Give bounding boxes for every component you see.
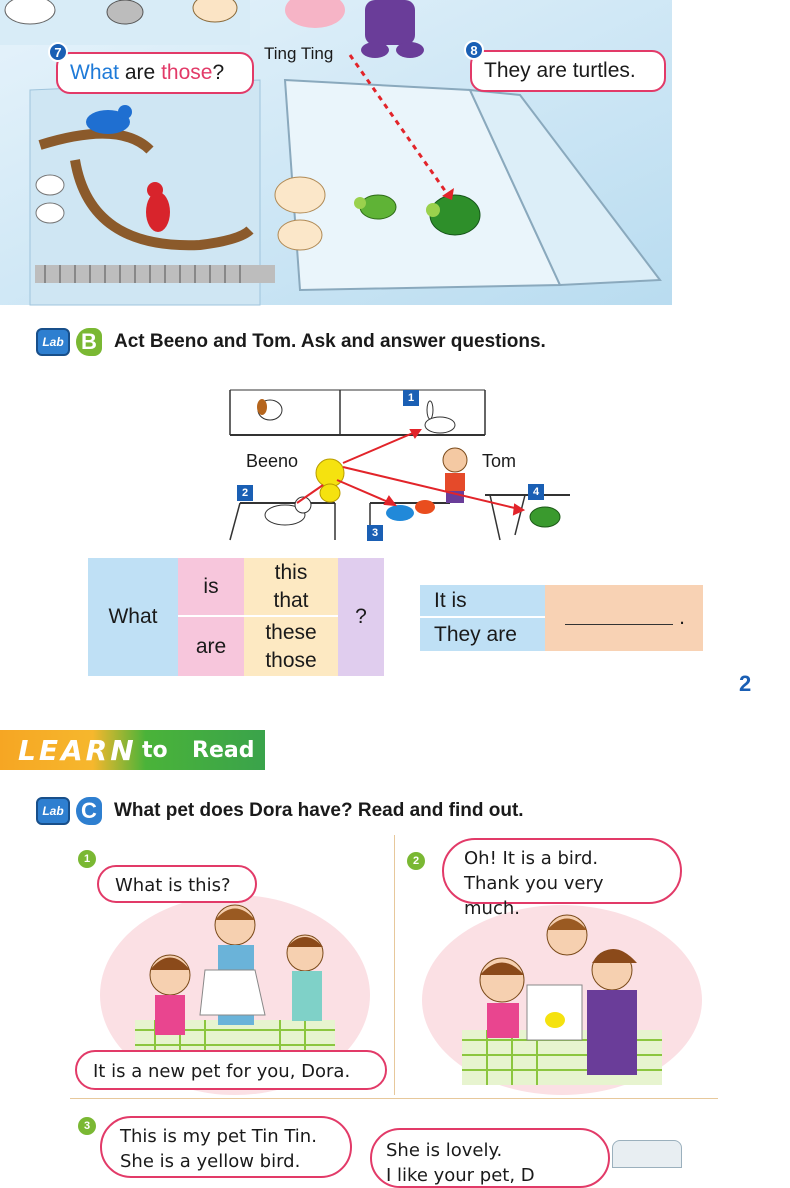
label-beeno: Beeno bbox=[246, 451, 299, 471]
panel-1-bubble-bottom: It is a new pet for you, Dora. bbox=[75, 1050, 387, 1090]
panel-1-bubble-top: What is this? bbox=[97, 865, 257, 903]
word-those: those bbox=[265, 648, 317, 672]
page-number: 2 bbox=[739, 671, 752, 696]
panel-number-3: 3 bbox=[78, 1117, 96, 1135]
speech-bubble-question-7 bbox=[56, 52, 254, 94]
word-these: these bbox=[265, 620, 317, 644]
answer-blank-line bbox=[565, 624, 673, 625]
section-letter-c: C bbox=[76, 797, 102, 825]
panel-3-bubble-2-line-2: I like your pet, D bbox=[386, 1165, 535, 1186]
question-table bbox=[88, 558, 384, 676]
panel-2-line-2: Thank you very much. bbox=[464, 873, 604, 919]
bubble-number-8: 8 bbox=[464, 40, 484, 60]
section-c-instruction: What pet does Dora have? Read and find out. bbox=[114, 800, 524, 821]
pet-shop-illustration bbox=[0, 0, 672, 305]
marker-3: 3 bbox=[367, 525, 383, 541]
panel-3-bubble-2 bbox=[370, 1128, 610, 1188]
section-b-instruction: Act Beeno and Tom. Ask and answer questions. bbox=[114, 331, 546, 352]
section-b-header bbox=[36, 328, 546, 356]
marker-4: 4 bbox=[528, 484, 544, 500]
label-tom: Tom bbox=[482, 451, 517, 471]
lab-icon: Lab bbox=[36, 328, 70, 356]
panel-2-line-1: Oh! It is a bird. bbox=[464, 848, 599, 869]
answer-period: . bbox=[679, 606, 685, 629]
word-this: this bbox=[274, 560, 308, 584]
section-c-header bbox=[36, 797, 524, 825]
question-cell-these-those bbox=[244, 617, 338, 676]
panel-number-1: 1 bbox=[78, 850, 96, 868]
question-word-are: are bbox=[124, 61, 156, 84]
answer-cell-they-are: They are bbox=[420, 618, 545, 651]
comic-divider bbox=[70, 1098, 718, 1099]
panel-3-cage-top bbox=[612, 1140, 682, 1168]
lab-icon: Lab bbox=[36, 797, 70, 825]
banner-learn: LEARN bbox=[18, 734, 137, 767]
speaker-ting-ting: Ting Ting bbox=[264, 44, 334, 63]
word-that: that bbox=[273, 588, 309, 612]
marker-2: 2 bbox=[237, 485, 253, 501]
question-cell-is: is bbox=[178, 558, 244, 617]
answer-blank bbox=[545, 585, 703, 651]
marker-1: 1 bbox=[403, 390, 419, 406]
question-word-what: What bbox=[70, 61, 120, 84]
panel-3-bubble-2-line-1: She is lovely. bbox=[386, 1140, 503, 1161]
banner-to: to bbox=[142, 738, 168, 763]
answer-cell-it-is: It is bbox=[420, 585, 545, 618]
question-cell-what: What bbox=[88, 558, 178, 676]
speech-bubble-answer-8 bbox=[470, 50, 666, 92]
section-letter-b: B bbox=[76, 328, 102, 356]
panel-number-2: 2 bbox=[407, 852, 425, 870]
question-word-those: those bbox=[161, 61, 213, 84]
answer-text: They are turtles. bbox=[484, 59, 636, 82]
question-cell-this-that bbox=[244, 558, 338, 617]
learn-to-read-banner bbox=[0, 730, 265, 770]
panel-3-bubble-1-line-2: She is a yellow bird. bbox=[120, 1151, 301, 1172]
panel-3-bubble-1 bbox=[100, 1116, 352, 1178]
panel-3-bubble-1-line-1: This is my pet Tin Tin. bbox=[120, 1126, 317, 1147]
question-mark: ? bbox=[212, 61, 225, 84]
bubble-number-7: 7 bbox=[48, 42, 68, 62]
question-cell-qmark: ? bbox=[338, 558, 384, 676]
banner-read: Read bbox=[192, 738, 255, 763]
question-cell-are: are bbox=[178, 617, 244, 676]
answer-table bbox=[420, 585, 703, 651]
panel-2-bubble bbox=[442, 838, 682, 919]
pet-shop-diagram bbox=[225, 385, 570, 545]
pet-shop-scene bbox=[0, 0, 672, 305]
